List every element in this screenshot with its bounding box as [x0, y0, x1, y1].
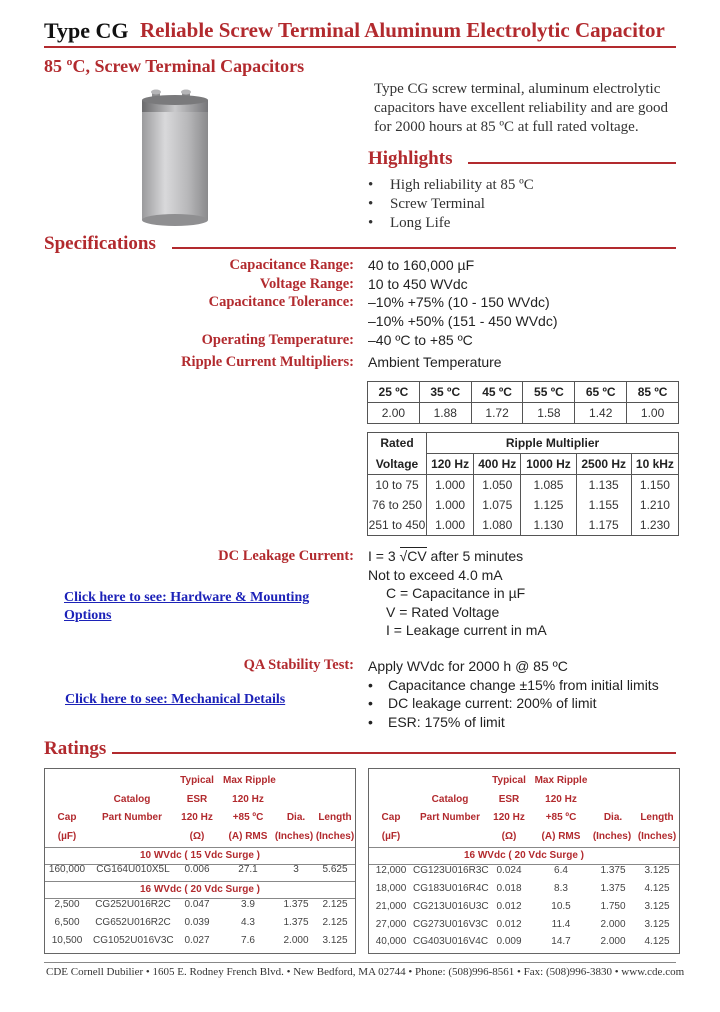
- length-cell: 4.125: [644, 936, 670, 947]
- ripple-value: Ambient Temperature: [368, 354, 502, 370]
- inches-unit: (Inches): [637, 831, 677, 842]
- ripple-120hz-header: 120 Hz: [232, 794, 264, 805]
- multiplier: 1.000: [427, 495, 474, 515]
- length-cell: 3.125: [644, 865, 670, 876]
- arms-unit: (A) RMS: [228, 831, 268, 842]
- freq-header: 10 kHz: [631, 454, 678, 475]
- cap-cell: 40,000: [375, 936, 407, 947]
- dc-leakage-line: Not to exceed 4.0 mA: [368, 567, 503, 583]
- ripple-cell: 7.6: [241, 935, 255, 946]
- multiplier: 1.080: [474, 515, 521, 536]
- esr-header: ESR: [186, 794, 208, 805]
- ripple-label: Ripple Current Multipliers:: [181, 354, 354, 370]
- subtitle: 85 ºC, Screw Terminal Capacitors: [44, 56, 305, 76]
- part-number-cell: CG652U016R2C: [95, 917, 171, 928]
- dc-formula-pre: I = 3: [368, 548, 400, 564]
- table-row: [369, 919, 679, 935]
- freq-header: 400 Hz: [474, 454, 521, 475]
- page-title: Reliable Screw Terminal Aluminum Electrolytic Capacitor: [140, 18, 665, 42]
- highlights-rule: [468, 162, 676, 164]
- dc-formula-root: √CV: [399, 548, 427, 564]
- catalog-header: Catalog: [431, 794, 469, 805]
- multiplier: 1.130: [521, 515, 576, 536]
- multiplier: 1.125: [521, 495, 576, 515]
- tolerance-value-2: –10% +50% (151 - 450 WVdc): [368, 313, 558, 329]
- length-cell: 3.125: [644, 901, 670, 912]
- cap-cell: 6,500: [54, 917, 80, 928]
- highlight-item: • Screw Terminal: [368, 195, 534, 214]
- multiplier: 1.155: [576, 495, 631, 515]
- arms-unit: (A) RMS: [541, 831, 581, 842]
- table-row: [369, 883, 679, 899]
- esr-cell: 0.006: [184, 864, 210, 875]
- part-number-cell: CG252U016R2C: [95, 899, 171, 910]
- table-row: [45, 899, 355, 915]
- length-header: Length: [318, 812, 352, 823]
- part-number-cell: CG183U016R4C: [413, 883, 489, 894]
- highlights-title: Highlights: [368, 148, 453, 169]
- inches-unit: (Inches): [274, 831, 314, 842]
- plus85-header: +85 ºC: [545, 812, 577, 823]
- dia-cell: 2.000: [600, 936, 626, 947]
- dia-cell: 3: [293, 864, 299, 875]
- ripple-multiplier-table: [367, 432, 679, 536]
- temp-multiplier: 1.72: [471, 403, 523, 424]
- rated-voltage: 251 to 450: [368, 515, 427, 536]
- temp-multiplier: 1.00: [627, 403, 679, 424]
- freq-header: 1000 Hz: [521, 454, 576, 475]
- temp-header: 25 ºC: [368, 382, 420, 403]
- uf-unit: (µF): [57, 831, 77, 842]
- ambient-temp-table: [367, 381, 679, 424]
- ripple-cell: 11.4: [551, 919, 571, 930]
- esr-cell: 0.012: [496, 901, 522, 912]
- freq-header: 2500 Hz: [576, 454, 631, 475]
- rated-header: Rated: [368, 433, 427, 454]
- esr-header: ESR: [498, 794, 520, 805]
- multiplier: 1.135: [576, 475, 631, 496]
- temp-multiplier: 1.42: [575, 403, 627, 424]
- esr-cell: 0.047: [184, 899, 210, 910]
- cap-header: Cap: [381, 812, 401, 823]
- operating-temp-value: –40 ºC to +85 ºC: [368, 332, 473, 348]
- ripple-cell: 14.7: [551, 936, 571, 947]
- multiplier: 1.000: [427, 475, 474, 496]
- capacitance-label: Capacitance Range:: [229, 257, 354, 273]
- table-row: [45, 864, 355, 880]
- esr-cell: 0.018: [496, 883, 522, 894]
- part-number-cell: CG123U016R3C: [413, 865, 489, 876]
- uf-unit: (µF): [381, 831, 401, 842]
- product-type: Type CG: [44, 18, 129, 43]
- temp-header: 85 ºC: [627, 382, 679, 403]
- part-number-cell: CG213U016U3C: [413, 901, 489, 912]
- max-ripple-header: Max Ripple: [223, 775, 276, 786]
- temp-header: 35 ºC: [419, 382, 471, 403]
- length-cell: 5.625: [322, 864, 348, 875]
- plus85-header: +85 ºC: [232, 812, 264, 823]
- cap-cell: 160,000: [48, 864, 86, 875]
- voltage-group-header: 16 WVdc ( 20 Vdc Surge ): [369, 847, 679, 865]
- table-row: [369, 865, 679, 881]
- length-cell: 3.125: [322, 935, 348, 946]
- dia-cell: 2.000: [283, 935, 309, 946]
- table-row: [45, 917, 355, 933]
- part-number-cell: CG403U016V4C: [413, 936, 489, 947]
- cap-cell: 21,000: [375, 901, 407, 912]
- ratings-table-left: [44, 768, 356, 954]
- highlights-list: [368, 176, 534, 233]
- voltage-value: 10 to 450 WVdc: [368, 276, 468, 292]
- length-cell: 2.125: [322, 917, 348, 928]
- dia-cell: 2.000: [600, 919, 626, 930]
- temp-header: 45 ºC: [471, 382, 523, 403]
- qa-item: • ESR: 175% of limit: [368, 714, 505, 730]
- highlight-item: • Long Life: [368, 214, 534, 233]
- specifications-rule: [172, 247, 676, 249]
- multiplier: 1.210: [631, 495, 678, 515]
- specifications-title: Specifications: [44, 233, 156, 254]
- mechanical-details-link[interactable]: Click here to see: Mechanical Details: [65, 692, 286, 707]
- ripple-multiplier-header: Ripple Multiplier: [427, 433, 679, 454]
- rated-voltage: 76 to 250: [368, 495, 427, 515]
- dc-leakage-line: C = Capacitance in µF: [386, 585, 526, 601]
- cap-header: Cap: [57, 812, 77, 823]
- esr-120hz-header: 120 Hz: [493, 812, 525, 823]
- length-header: Length: [640, 812, 674, 823]
- temp-multiplier: 2.00: [368, 403, 420, 424]
- voltage-header: Voltage: [368, 454, 427, 475]
- qa-item-text: ESR: 175% of limit: [388, 714, 505, 730]
- cap-cell: 27,000: [375, 919, 407, 930]
- dia-cell: 1.750: [600, 901, 626, 912]
- dia-cell: 1.375: [600, 883, 626, 894]
- dc-formula-post: after 5 minutes: [426, 548, 524, 564]
- footer-rule: [44, 962, 676, 963]
- ripple-cell: 3.9: [241, 899, 255, 910]
- table-row: [369, 936, 679, 952]
- tolerance-label: Capacitance Tolerance:: [208, 294, 354, 310]
- temp-multiplier: 1.88: [419, 403, 471, 424]
- length-cell: 4.125: [644, 883, 670, 894]
- qa-item: • DC leakage current: 200% of limit: [368, 695, 597, 711]
- multiplier: 1.000: [427, 515, 474, 536]
- ohm-unit: (Ω): [501, 831, 517, 842]
- ripple-cell: 4.3: [241, 917, 255, 928]
- table-row: [45, 935, 355, 951]
- esr-120hz-header: 120 Hz: [181, 812, 213, 823]
- highlight-item: • High reliability at 85 ºC: [368, 176, 534, 195]
- header-rule: [44, 46, 676, 48]
- typical-header: Typical: [492, 775, 526, 786]
- multiplier: 1.230: [631, 515, 678, 536]
- dia-header: Dia.: [286, 812, 306, 823]
- typical-header: Typical: [180, 775, 214, 786]
- max-ripple-header: Max Ripple: [534, 775, 588, 786]
- ratings-title: Ratings: [44, 738, 107, 759]
- voltage-group-header: 16 WVdc ( 20 Vdc Surge ): [45, 881, 355, 899]
- ratings-table-right: [368, 768, 680, 954]
- multiplier: 1.075: [474, 495, 521, 515]
- intro-text: Type CG screw terminal, aluminum electrolytic capacitors have excellent reliability and are good for 2000 hours at 85 ºC at full rated voltage.: [374, 81, 669, 135]
- catalog-header: Catalog: [113, 794, 151, 805]
- esr-cell: 0.027: [184, 935, 210, 946]
- esr-cell: 0.039: [184, 917, 210, 928]
- length-cell: 3.125: [644, 919, 670, 930]
- ripple-cell: 8.3: [554, 883, 568, 894]
- operating-temp-label: Operating Temperature:: [201, 332, 354, 348]
- ohm-unit: (Ω): [189, 831, 205, 842]
- qa-item-text: DC leakage current: 200% of limit: [388, 695, 597, 711]
- dc-leakage-line: V = Rated Voltage: [386, 604, 500, 620]
- ripple-cell: 10.5: [551, 901, 571, 912]
- inches-unit: (Inches): [315, 831, 355, 842]
- multiplier: 1.050: [474, 475, 521, 496]
- ripple-120hz-header: 120 Hz: [545, 794, 577, 805]
- cap-cell: 2,500: [54, 899, 80, 910]
- ripple-cell: 6.4: [554, 865, 568, 876]
- voltage-group-header: 10 WVdc ( 15 Vdc Surge ): [45, 847, 355, 865]
- temp-header: 65 ºC: [575, 382, 627, 403]
- part-number-cell: CG1052U016V3C: [93, 935, 174, 946]
- table-row: [369, 901, 679, 917]
- dc-leakage-formula: [368, 548, 523, 564]
- dia-cell: 1.375: [600, 865, 626, 876]
- multiplier: 1.175: [576, 515, 631, 536]
- hardware-mounting-link-cont[interactable]: Options: [64, 608, 112, 623]
- cap-cell: 18,000: [375, 883, 407, 894]
- esr-cell: 0.012: [496, 919, 522, 930]
- ripple-cell: 27.1: [238, 864, 258, 875]
- temp-multiplier: 1.58: [523, 403, 575, 424]
- esr-cell: 0.009: [496, 936, 522, 947]
- qa-item-text: Capacitance change ±15% from initial limits: [388, 677, 659, 693]
- voltage-label: Voltage Range:: [259, 276, 354, 292]
- capacitance-value: 40 to 160,000 µF: [368, 257, 475, 273]
- dia-header: Dia.: [603, 812, 623, 823]
- multiplier: 1.150: [631, 475, 678, 496]
- esr-cell: 0.024: [496, 865, 522, 876]
- part-number-header: Part Number: [101, 812, 162, 823]
- ratings-rule: [112, 752, 676, 754]
- dia-cell: 1.375: [283, 917, 309, 928]
- hardware-mounting-link[interactable]: Click here to see: Hardware & Mounting: [64, 590, 310, 605]
- part-number-cell: CG273U016V3C: [413, 919, 489, 930]
- dc-leakage-label: DC Leakage Current:: [218, 548, 354, 564]
- part-number-header: Part Number: [419, 812, 480, 823]
- temp-header: 55 ºC: [523, 382, 575, 403]
- multiplier: 1.085: [521, 475, 576, 496]
- qa-item: • Capacitance change ±15% from initial limits: [368, 677, 659, 693]
- cap-cell: 12,000: [375, 865, 407, 876]
- capacitor-image: [140, 86, 216, 230]
- cap-cell: 10,500: [51, 935, 83, 946]
- footer-contact: CDE Cornell Dubilier • 1605 E. Rodney French Blvd. • New Bedford, MA 02744 • Phone: (508)996-8561 • Fax: (508)996-3830 • www.cde.com: [46, 966, 685, 978]
- qa-label: QA Stability Test:: [243, 657, 354, 673]
- inches-unit: (Inches): [592, 831, 632, 842]
- part-number-cell: CG164U010X5L: [96, 864, 170, 875]
- dc-leakage-line: I = Leakage current in mA: [386, 622, 547, 638]
- rated-voltage: 10 to 75: [368, 475, 427, 496]
- freq-header: 120 Hz: [427, 454, 474, 475]
- tolerance-value-1: –10% +75% (10 - 150 WVdc): [368, 294, 550, 310]
- qa-value: Apply WVdc for 2000 h @ 85 ºC: [368, 658, 568, 674]
- length-cell: 2.125: [322, 899, 348, 910]
- dia-cell: 1.375: [283, 899, 309, 910]
